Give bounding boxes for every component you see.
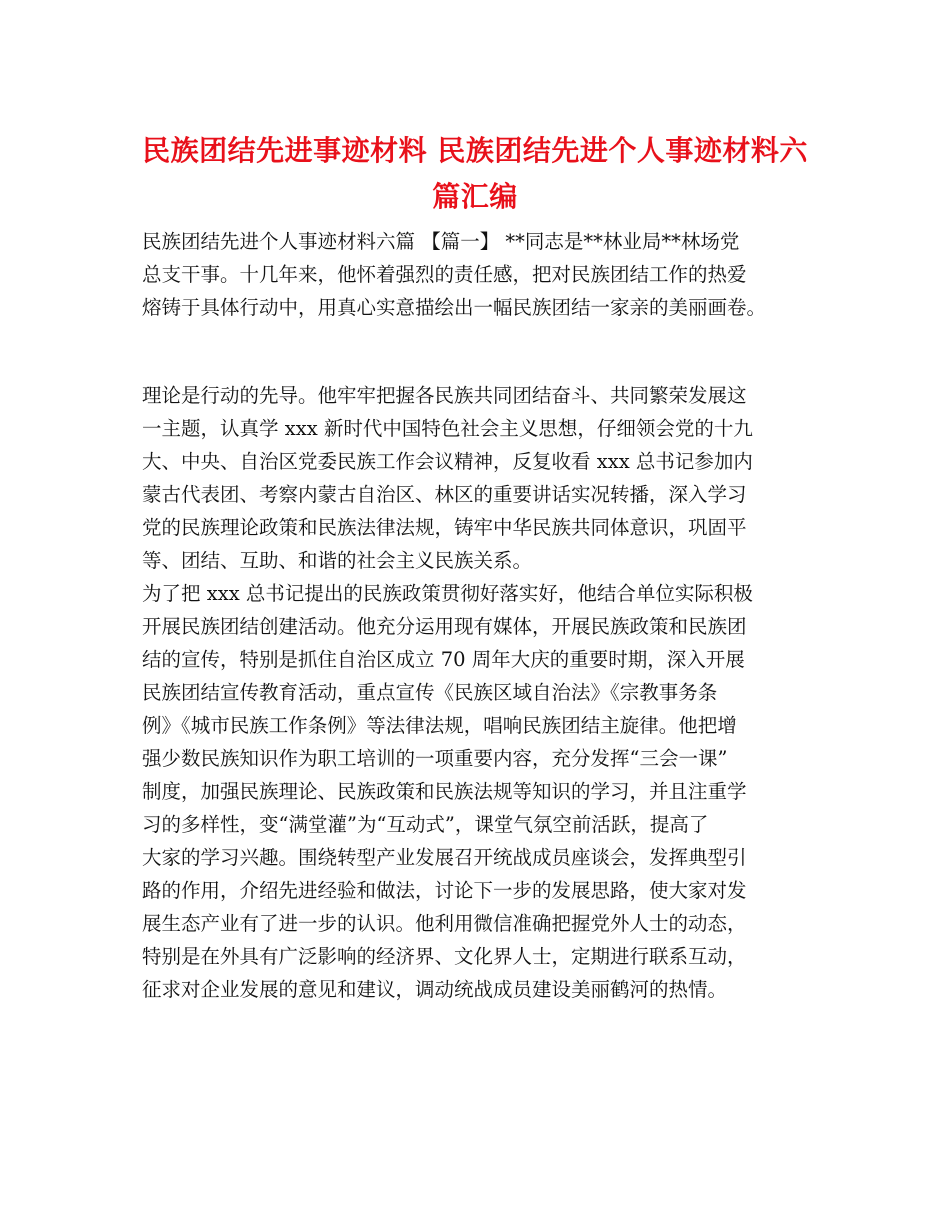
- text-line: 一主题，认真学 xxx 新时代中国特色社会主义思想，仔细领会党的十九: [142, 417, 753, 440]
- text-line: 结的宣传，特别是抓住自治区成立 70 周年大庆的重要时期，深入开展: [142, 648, 745, 671]
- text-line: 大家的学习兴趣。围绕转型产业发展召开统战成员座谈会，发挥典型引: [142, 846, 747, 869]
- text-line: 制度，加强民族理论、民族政策和民族法规等知识的学习，并且注重学: [142, 780, 747, 803]
- document-title: [110, 128, 840, 220]
- text-line: 蒙古代表团、考察内蒙古自治区、林区的重要讲话实况转播，深入学习: [142, 483, 747, 506]
- text-line: 理论是行动的先导。他牢牢把握各民族共同团结奋斗、共同繁荣发展这: [142, 384, 747, 407]
- document-body: [142, 225, 828, 1006]
- title-line: 民族团结先进事迹材料 民族团结先进个人事迹材料六: [142, 134, 808, 167]
- paragraph-policy: [142, 577, 828, 1006]
- text-line: 征求对企业发展的意见和建议，调动统战成员建设美丽鹤河的热情。: [142, 978, 728, 1001]
- text-line: 熔铸于具体行动中，用真心实意描绘出一幅民族团结一家亲的美丽画卷。: [142, 296, 767, 319]
- text-line: 开展民族团结创建活动。他充分运用现有媒体，开展民族政策和民族团: [142, 615, 747, 638]
- text-line: 为了把 xxx 总书记提出的民族政策贯彻好落实好，他结合单位实际积极: [142, 582, 753, 605]
- text-line: 展生态产业有了进一步的认识。他利用微信准确把握党外人士的动态，: [142, 912, 747, 935]
- text-line: 大、中央、自治区党委民族工作会议精神，反复收看 xxx 总书记参加内: [142, 450, 753, 473]
- text-line: 特别是在外具有广泛影响的经济界、文化界人士，定期进行联系互动，: [142, 945, 747, 968]
- text-line: 路的作用，介绍先进经验和做法，讨论下一步的发展思路，使大家对发: [142, 879, 747, 902]
- text-line: 习的多样性，变“满堂灌”为“互动式”，课堂气氛空前活跃，提高了: [142, 813, 709, 836]
- paragraph-theory: [142, 379, 828, 577]
- text-line: 等、团结、互助、和谐的社会主义民族关系。: [142, 549, 533, 572]
- title-line: 篇汇编: [432, 180, 518, 213]
- text-line: 民族团结宣传教育活动，重点宣传《民族区域自治法》《宗教事务条: [142, 681, 718, 704]
- text-line: 总支干事。十几年来，他怀着强烈的责任感，把对民族团结工作的热爱: [142, 263, 747, 286]
- text-line: 强少数民族知识作为职工培训的一项重要内容，充分发挥“三会一课”: [142, 747, 728, 770]
- text-line: 党的民族理论政策和民族法律法规，铸牢中华民族共同体意识，巩固平: [142, 516, 747, 539]
- paragraph-gap: [142, 324, 828, 379]
- intro-paragraph: [142, 225, 828, 324]
- text-line: 例》《城市民族工作条例》等法律法规，唱响民族团结主旋律。他把增: [142, 714, 737, 737]
- text-line: 民族团结先进个人事迹材料六篇 【篇一】 **同志是**林业局**林场党: [142, 230, 740, 253]
